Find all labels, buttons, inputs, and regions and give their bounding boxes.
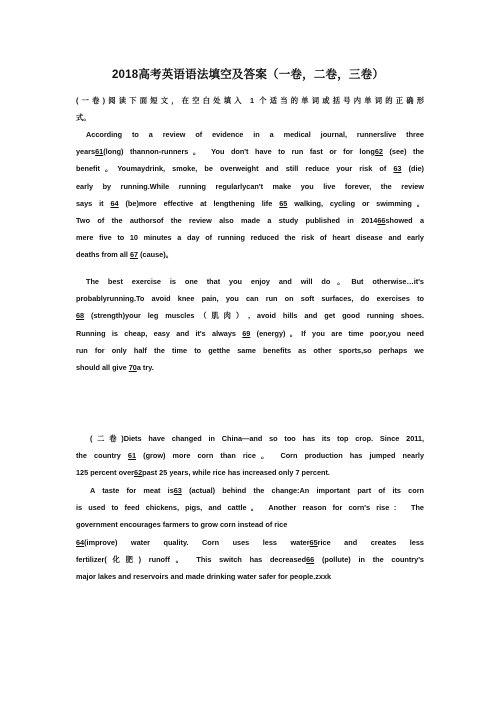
text-line: run for only half the time to getthe same benefits as other sports,so perhaps we: [76, 345, 424, 355]
text-line: benefit。Youmaydrink, smoke, be overweight and still reduce your risk of 63 (die): [76, 164, 424, 174]
instructions-line: (一卷)阅读下面短文，在空白处填入 1 个适当的单词或括号内单词的正确形: [76, 96, 424, 105]
text-line: Running is cheap, easy and it's always 69 (energy)。If you are time poor,you need: [76, 328, 424, 338]
text-line: the country 61 (grow) more corn than rice。 Corn production has jumped nearly: [76, 451, 424, 461]
text-line: (二卷)Diets have changed in China—and so too has its top crop. Since 2011,: [90, 434, 424, 443]
text-line: major lakes and reservoirs and made drinking water safer for people.zxxk: [76, 571, 332, 581]
paragraph-4: [76, 482, 424, 585]
text-line: deaths from all 67 (cause)。: [76, 250, 173, 260]
text-line: probablyrunning.To avoid knee pain, you can run on soft surfaces, do exercises to: [76, 294, 424, 304]
text-line: years61(long) thannon-runners。 You don't have to run fast or for long62 (see) the: [76, 147, 424, 157]
text-line: is used to feed chickens, pigs, and cattle。 Another reason for corn's rise： The: [76, 503, 424, 513]
text-line: Two of the authorsof the review also made a study published in 201466showed a: [76, 215, 425, 225]
text-line: says it 64 (be)more effective at lengthening life 65 walking, cycling or swimming。: [76, 198, 424, 208]
paragraph-2: [76, 273, 424, 376]
blank-67: 67: [129, 250, 139, 260]
blank-65: 65: [279, 198, 288, 208]
blank-66: 66: [306, 554, 315, 564]
text-line: 125 percent over62past 25 years, while rice has increased only 7 percent.: [76, 468, 330, 478]
blank-68: 68: [76, 311, 85, 321]
paragraph-3: [76, 430, 424, 482]
blank-63: 63: [393, 164, 402, 174]
blank-62: 62: [134, 468, 143, 478]
blank-64: 64: [110, 198, 119, 208]
text-line: The best exercise is one that you enjoy and will do。But otherwise…it's: [86, 277, 424, 286]
text-line: should all give 70a try.: [76, 362, 154, 372]
blank-61: 61: [127, 451, 137, 461]
instructions-line: 式。: [76, 113, 91, 123]
text-line: early by running.While running regularlycan't make you live forever, the review: [76, 181, 424, 191]
blank-65: 65: [309, 537, 318, 547]
blank-62: 62: [374, 147, 383, 157]
text-line: According to a review of evidence in a medical journal, runnerslive three: [86, 130, 424, 139]
blank-63: 63: [173, 486, 182, 495]
blank-64: 64: [76, 537, 85, 547]
text-line: 68 (strength)your leg muscles（肌肉）, avoid hills and get good running shoes.: [76, 311, 424, 321]
text-line: government encourages farmers to grow corn instead of rice: [76, 520, 288, 530]
text-line: A taste for meat is63 (actual) behind the change:An important part of its corn: [90, 486, 424, 495]
blank-70: 70: [128, 362, 137, 372]
blank-69: 69: [242, 328, 251, 338]
text-line: fertilizer(化肥) runoff。 This switch has decreased66 (pollute) in the country's: [76, 554, 424, 564]
text-line: mere five to 10 minutes a day of running reduced the risk of heart disease and early: [76, 233, 424, 243]
blank-66: 66: [377, 215, 386, 225]
paragraph-1: [76, 126, 424, 264]
text-line: 64(improve) water quality. Corn uses less water65rice and creates less: [76, 537, 424, 547]
instructions: [76, 92, 424, 126]
document-title: 2018高考英语语法填空及答案（一卷，二卷，三卷）: [111, 69, 385, 81]
blank-61: 61: [95, 147, 104, 157]
